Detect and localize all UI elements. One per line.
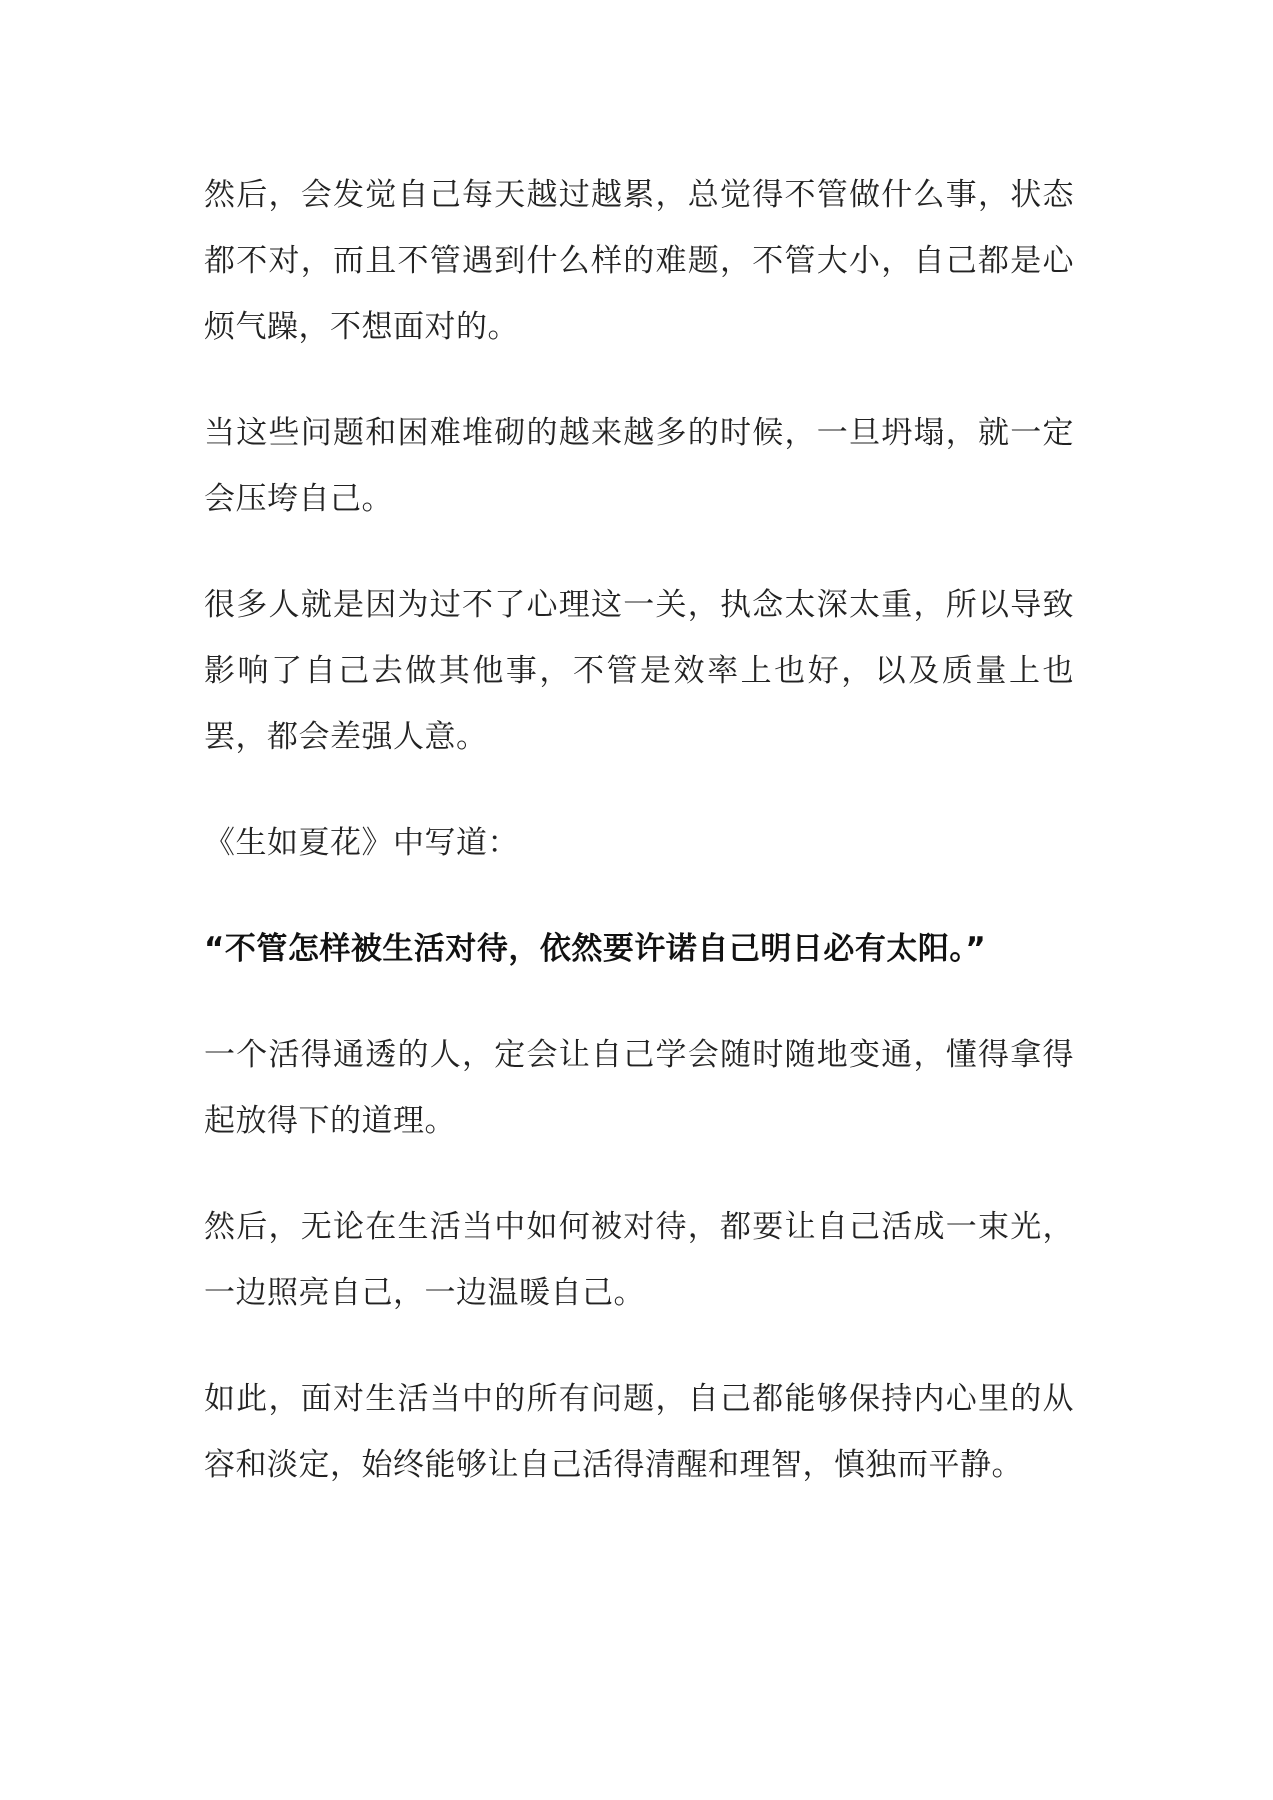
paragraph-7: 然后，无论在生活当中如何被对待，都要让自己活成一束光，一边照亮自己，一边温暖自己。 (204, 1209, 1074, 1311)
paragraph-3: 很多人就是因为过不了心理这一关，执念太深太重，所以导致影响了自己去做其他事，不管是效率上也好，以及质量上也罢，都会差强人意。 (204, 587, 1074, 755)
paragraph-6: 一个活得通透的人，定会让自己学会随时随地变通，懂得拿得起放得下的道理。 (204, 1037, 1074, 1139)
paragraph-1: 然后，会发觉自己每天越过越累，总觉得不管做什么事，状态都不对，而且不管遇到什么样的难题，不管大小，自己都是心烦气躁，不想面对的。 (204, 177, 1074, 345)
quote-paragraph: “不管怎样被生活对待，依然要许诺自己明日必有太阳。” (204, 931, 987, 967)
paragraph-2: 当这些问题和困难堆砌的越来越多的时候，一旦坍塌，就一定会压垮自己。 (204, 415, 1074, 517)
paragraph-8: 如此，面对生活当中的所有问题，自己都能够保持内心里的从容和淡定，始终能够让自己活得清醒和理智，慎独而平静。 (204, 1381, 1074, 1483)
paragraph-4: 《生如夏花》中写道： (204, 825, 519, 861)
article-body (204, 162, 1074, 1538)
